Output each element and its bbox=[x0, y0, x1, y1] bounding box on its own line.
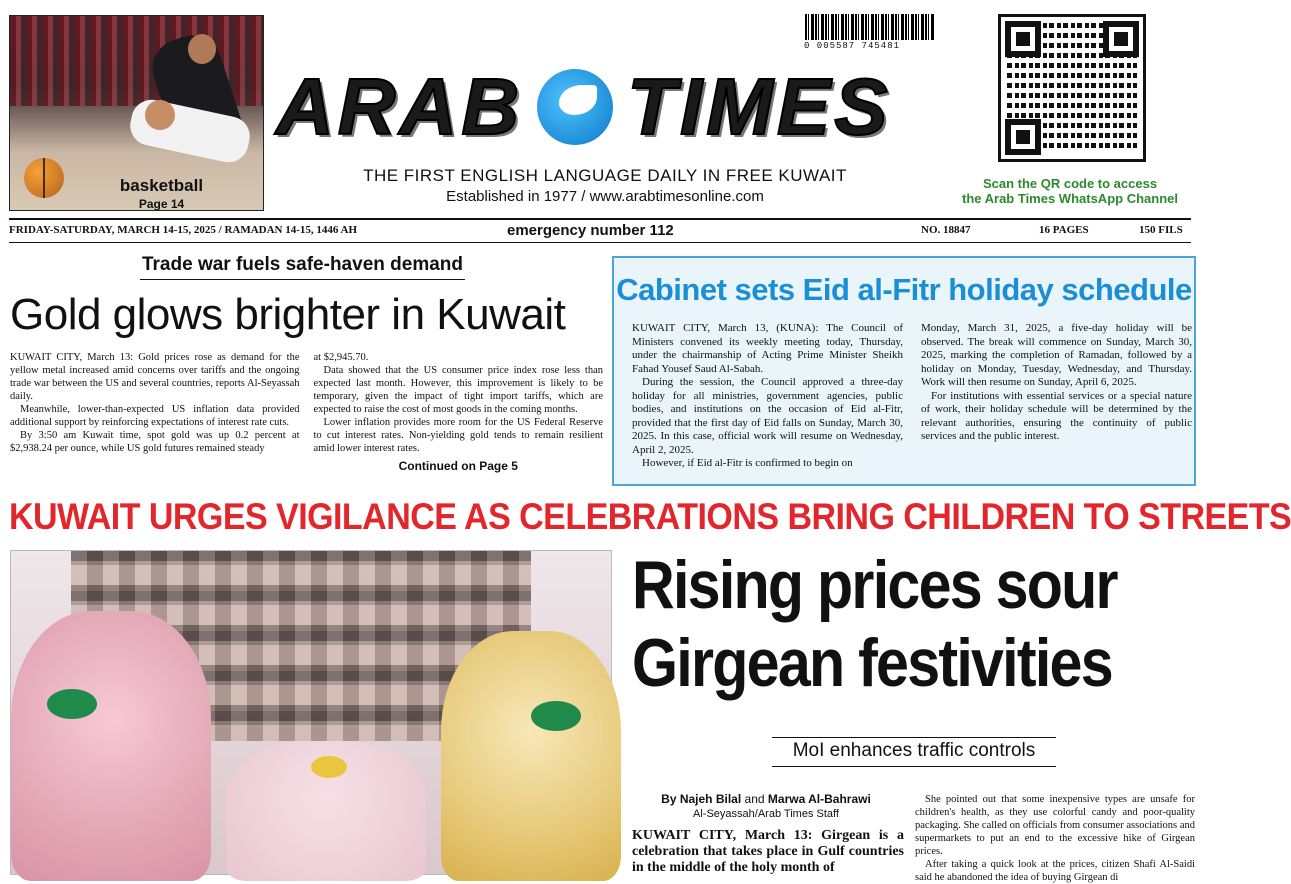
girgean-kicker: MoI enhances traffic controls bbox=[772, 737, 1056, 767]
qr-finder-pattern bbox=[1005, 119, 1041, 155]
gold-column-1 bbox=[10, 351, 300, 473]
cabinet-column-1 bbox=[632, 322, 903, 471]
gold-paragraph: KUWAIT CITY, March 13: Gold prices rose as demand for the yellow metal increased amid concerns over tariffs and the ongoing trade war between the US and several countries, reports Al-Seyassah daily. bbox=[10, 352, 300, 402]
girgean-photo bbox=[10, 550, 612, 875]
girgean-headline-line-1: Rising prices sour bbox=[632, 547, 1117, 623]
byline-and: and bbox=[744, 792, 765, 806]
gold-paragraph: Lower inflation provides more room for the US Federal Reserve to cut interest rates. Non-yielding gold tends to remain resilient amid lower interest rates. bbox=[313, 417, 603, 454]
cabinet-paragraph: For institutions with essential services or a special nature of work, their holiday schedule will be determined by the relevant authorities, ensuring the continuity of public services and the public interest. bbox=[921, 389, 1192, 442]
logo-word-right: TIMES bbox=[627, 62, 892, 151]
girgean-column-2 bbox=[915, 793, 1195, 884]
promo-page-ref: Page 14 bbox=[138, 197, 185, 211]
price: 150 FILS bbox=[1139, 224, 1183, 236]
cabinet-story-box bbox=[612, 256, 1196, 486]
issue-date: FRIDAY-SATURDAY, MARCH 14-15, 2025 / RAMADAN 14-15, 1446 AH bbox=[9, 224, 358, 236]
byline-staff: Al-Seyassah/Arab Times Staff bbox=[693, 808, 839, 820]
gold-column-2 bbox=[314, 351, 604, 473]
player-head bbox=[188, 34, 216, 64]
diving-player-head bbox=[145, 100, 175, 130]
ribbon-bow-icon bbox=[311, 756, 347, 778]
girgean-paragraph: After taking a quick look at the prices, citizen Shafi Al-Saidi said he abandoned the idea of buying Girgean di bbox=[915, 859, 1195, 883]
qr-finder-pattern bbox=[1005, 21, 1041, 57]
gold-body bbox=[10, 351, 603, 473]
masthead-established: Established in 1977 / www.arabtimesonline.com bbox=[446, 188, 764, 205]
qr-code[interactable] bbox=[998, 14, 1146, 162]
logo-word-left: ARAB bbox=[276, 62, 524, 151]
gold-paragraph: at $2,945.70. bbox=[313, 352, 369, 363]
gift-basket bbox=[11, 611, 211, 881]
qr-caption bbox=[940, 176, 1200, 206]
continued-link[interactable]: Continued on Page 5 bbox=[398, 459, 518, 473]
falcon-icon bbox=[537, 69, 613, 145]
gold-paragraph: Data showed that the US consumer price index rose less than expected last month. However, this improvement is likely to be temporary, given the impact of tight import tariffs, which are expected to raise the cost of most goods in the coming months. bbox=[313, 365, 603, 415]
bottom-rule bbox=[9, 242, 1191, 243]
qr-caption-line-1: Scan the QR code to access bbox=[982, 176, 1158, 191]
emergency-number: emergency number 112 bbox=[507, 222, 674, 239]
barcode-number: 0 005587 745481 bbox=[800, 40, 940, 52]
cabinet-headline[interactable]: Cabinet sets Eid al-Fitr holiday schedule bbox=[616, 272, 1192, 307]
gold-paragraph: Meanwhile, lower-than-expected US inflation data provided additional support by reinforcing expectations of interest rate cuts. bbox=[10, 404, 300, 428]
masthead-logo bbox=[276, 62, 892, 152]
girgean-headline[interactable] bbox=[632, 546, 1126, 702]
cabinet-body bbox=[632, 322, 1192, 471]
promo-label: basketball bbox=[119, 176, 204, 195]
cabinet-paragraph: Monday, March 31, 2025, a five-day holiday will be observed. The break will commence on Sunday, March 30, 2025, marking the completion of Ramadan, followed by a holiday on Monday, Tuesday, Wednesday, and Thursday. Work will then resume on Sunday, April 6, 2025. bbox=[921, 322, 1192, 388]
banner-headline[interactable]: KUWAIT URGES VIGILANCE AS CELEBRATIONS BRING CHILDREN TO STREETS bbox=[9, 496, 1291, 537]
page-count: 16 PAGES bbox=[1039, 224, 1089, 236]
qr-caption-line-2: the Arab Times WhatsApp Channel bbox=[962, 191, 1178, 206]
cabinet-paragraph: During the session, the Council approved a three-day holiday for all ministries, government agencies, public bodies, and institutions on the occasion of Eid al-Fitr, provided that the first day of Eid falls on Sunday, March 30, 2025. In this case, official work will resume on Wednesday, April 2, 2025. bbox=[632, 376, 903, 456]
gift-basket bbox=[441, 631, 621, 881]
byline bbox=[632, 792, 900, 806]
issue-number: NO. 18847 bbox=[921, 224, 971, 236]
gold-paragraph: By 3:50 am Kuwait time, spot gold was up 0.2 percent at $2,938.24 per ounce, while US gold futures remained steady bbox=[10, 430, 300, 454]
gold-headline[interactable]: Gold glows brighter in Kuwait bbox=[10, 290, 566, 339]
girgean-lede: KUWAIT CITY, March 13: Girgean is a celebration that takes place in Gulf countries in the middle of the holy month of bbox=[632, 828, 904, 875]
dateline bbox=[9, 222, 1191, 240]
girgean-headline-line-2: Girgean festivities bbox=[632, 625, 1112, 702]
ribbon-bow-icon bbox=[47, 689, 97, 719]
masthead-tagline: THE FIRST ENGLISH LANGUAGE DAILY IN FREE KUWAIT bbox=[363, 166, 847, 185]
byline-author-2: Marwa Al-Bahrawi bbox=[767, 792, 871, 806]
cabinet-paragraph: However, if Eid al-Fitr is confirmed to begin on bbox=[642, 457, 853, 469]
byline-author-1: By Najeh Bilal bbox=[661, 792, 742, 806]
ribbon-bow-icon bbox=[531, 701, 581, 731]
cabinet-column-2 bbox=[921, 322, 1192, 471]
top-rule bbox=[9, 218, 1191, 220]
basketball-promo[interactable] bbox=[9, 15, 264, 211]
gold-kicker: Trade war fuels safe-haven demand bbox=[140, 254, 465, 280]
cabinet-paragraph: KUWAIT CITY, March 13, (KUNA): The Council of Ministers convened its weekly meeting today, Thursday, under the chairmanship of Acting Prime Minister Sheikh Fahad Yousef Saud Al-Sabah. bbox=[632, 322, 903, 375]
qr-finder-pattern bbox=[1103, 21, 1139, 57]
girgean-paragraph: She pointed out that some inexpensive types are unsafe for children's health, as they use colorful candy and poor-quality packaging. She called on officials from consumer associations and supermarkets to put an end to the excessive hike of Girgean prices. bbox=[915, 794, 1195, 857]
